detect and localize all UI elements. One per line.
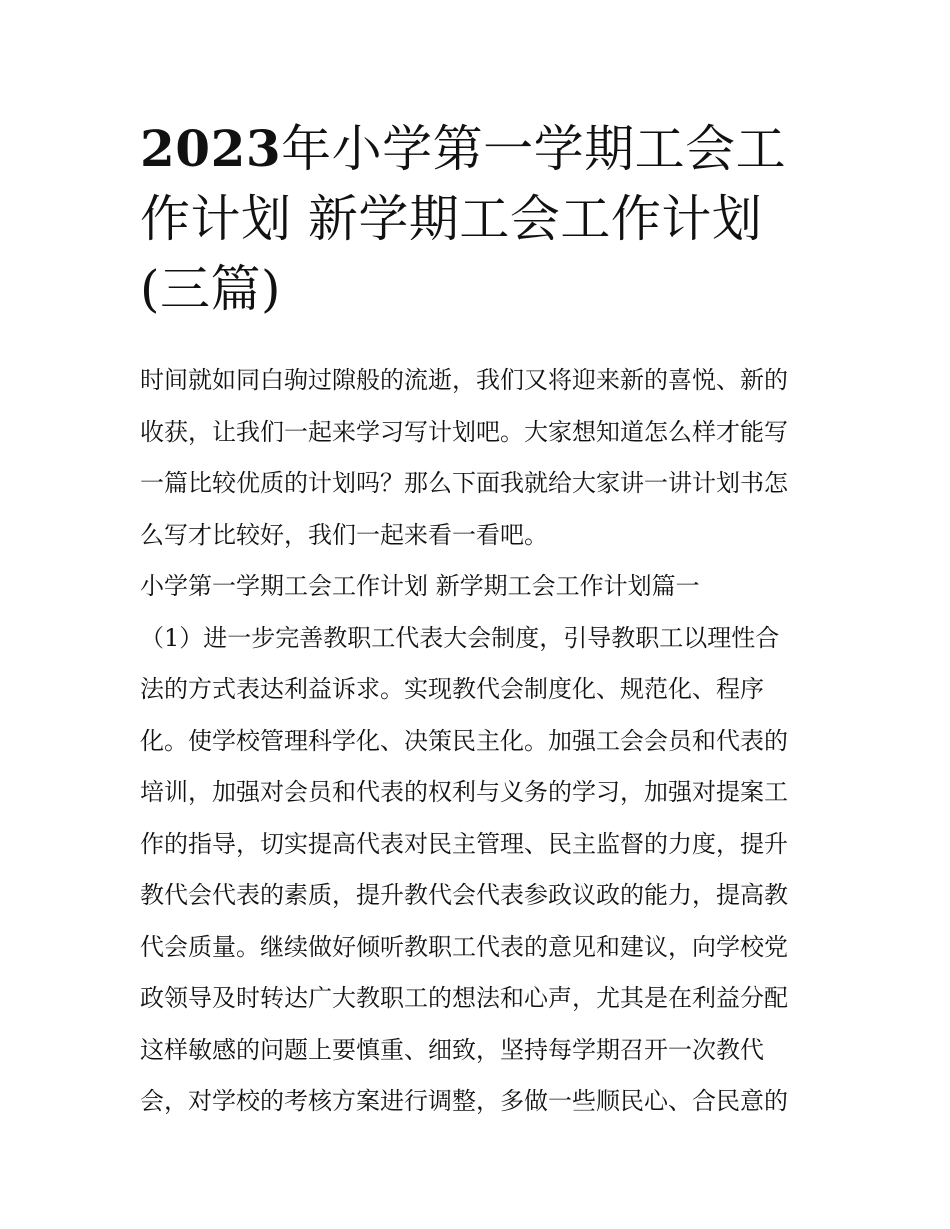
intro-paragraph bbox=[140, 355, 816, 561]
section-line: 会，对学校的考核方案进行调整，多做一些顺民心、合民意的 bbox=[140, 1087, 788, 1115]
section-line: 法的方式表达利益诉求。实现教代会制度化、规范化、程序 bbox=[140, 675, 764, 703]
section-line: 化。使学校管理科学化、决策民主化。加强工会会员和代表的 bbox=[140, 726, 788, 755]
section-line: 政领导及时转达广大教职工的想法和心声，尤其是在利益分配 bbox=[140, 984, 788, 1012]
section-paragraph bbox=[140, 613, 816, 1128]
section-line: 培训，加强对会员和代表的权利与义务的学习，加强对提案工 bbox=[140, 778, 788, 806]
intro-line: 么写才比较好，我们一起来看一看吧。 bbox=[140, 520, 548, 549]
section-line: 教代会代表的素质，提升教代会代表参政议政的能力，提高教 bbox=[140, 881, 788, 909]
title-text: 年小学第一学期工会工作计划 新学期工会工作计划(三篇) bbox=[140, 120, 787, 318]
intro-line: 时间就如同白驹过隙般的流逝，我们又将迎来新的喜悦、新的 bbox=[140, 366, 788, 394]
document-body bbox=[140, 355, 816, 1128]
section-heading bbox=[140, 561, 816, 613]
section-line: （1）进一步完善教职工代表大会制度，引导教职工以理性合 bbox=[140, 623, 780, 652]
section-heading-text: 小学第一学期工会工作计划 新学期工会工作计划篇一 bbox=[140, 572, 700, 600]
title-year: 2023 bbox=[140, 119, 282, 178]
intro-line: 收获，让我们一起来学习写计划吧。大家想知道怎么样才能写 bbox=[140, 417, 788, 446]
intro-line: 一篇比较优质的计划吗？那么下面我就给大家讲一讲计划书怎 bbox=[140, 469, 788, 497]
section-line: 代会质量。继续做好倾听教职工代表的意见和建议，向学校党 bbox=[140, 932, 788, 961]
document-title bbox=[140, 114, 820, 324]
section-line: 这样敏感的问题上要慎重、细致，坚持每学期召开一次教代 bbox=[140, 1035, 764, 1064]
section-line: 作的指导，切实提高代表对民主管理、民主监督的力度，提升 bbox=[140, 829, 788, 858]
